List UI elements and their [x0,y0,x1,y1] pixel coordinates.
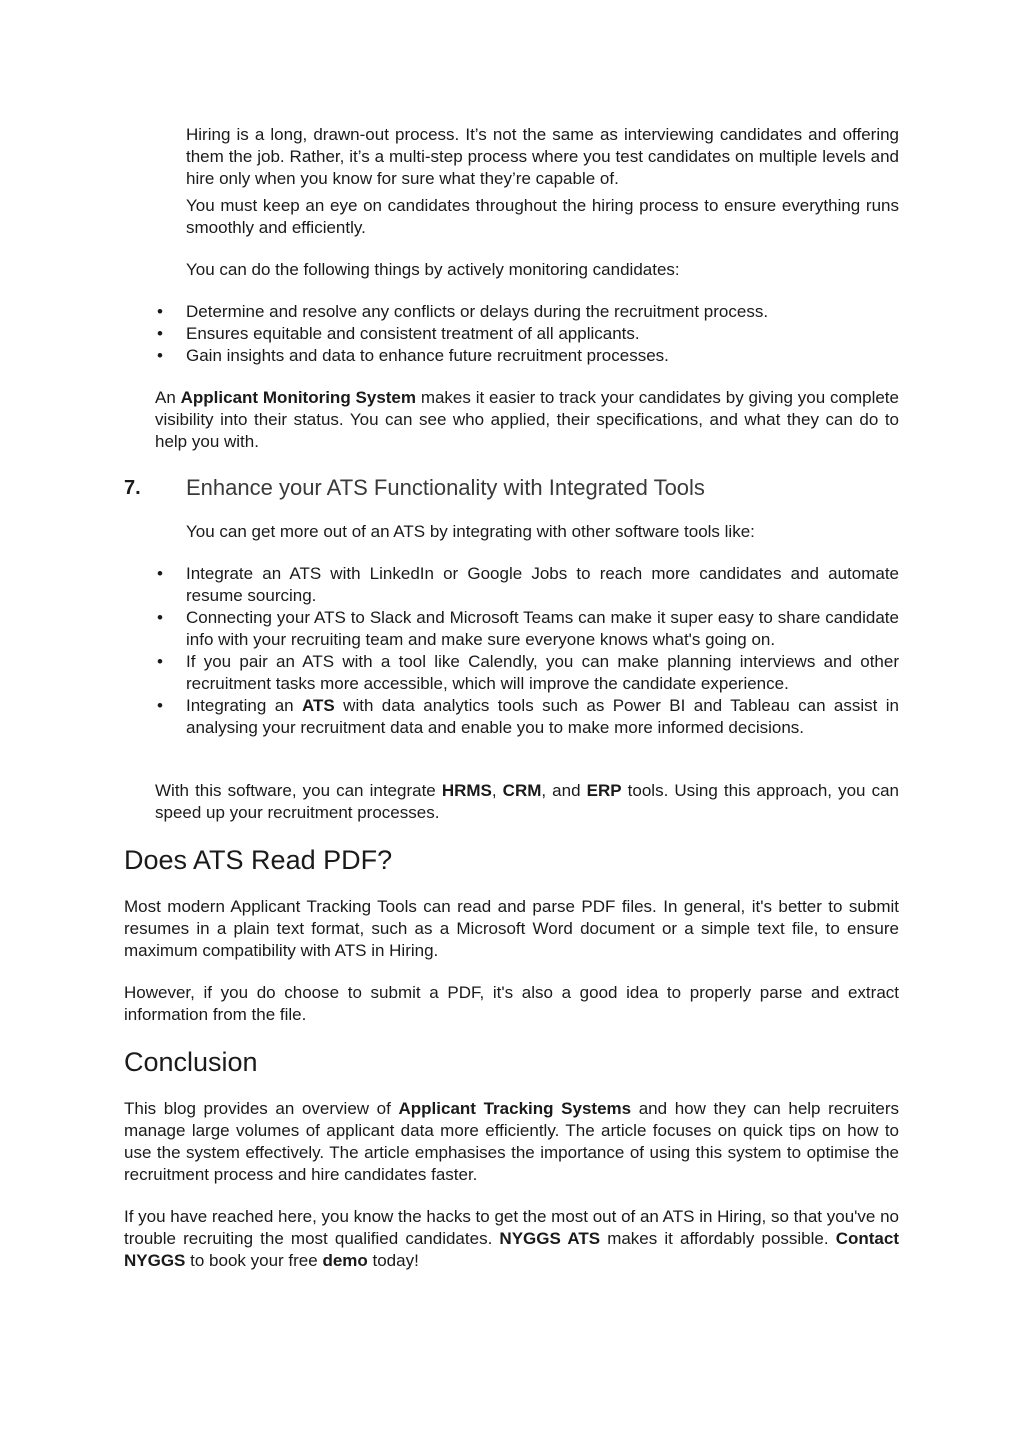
text-run: with data analytics tools such as Power BI and Tableau can assist in analysing your recruitment data and enable you to make more informed decisions. [186,696,899,737]
list-item [157,345,899,367]
bullet-icon: • [157,696,163,715]
bullet-icon: • [157,564,163,583]
conclusion-text-1 [124,1098,899,1186]
bullet-icon: • [157,608,163,627]
list-item-text: Connecting your ATS to Slack and Microsoft Teams can make it super easy to share candidate info with your recruiting team and make sure everyone knows what's going on. [186,608,899,649]
list-item [157,607,899,651]
text-run: An [155,388,181,407]
text-run: , and [541,781,587,800]
list-item [157,323,899,345]
bold-term: CRM [502,781,542,800]
integration-bullet-list [157,563,899,739]
text-run: makes it easier to track your candidates by giving you complete visibility into their status. You can see who applied, their specifications, and what they can do to help you with. [155,388,899,451]
bold-term: Applicant Monitoring System [180,388,416,407]
bullet-icon: • [157,324,163,343]
contact-link: Contact NYGGS [124,1229,899,1270]
bold-term: HRMS [441,781,492,800]
section-7-lead [186,521,899,543]
text-run: today! [367,1251,419,1270]
pdf-paragraph-1 [124,896,899,962]
integration-summary-text [155,780,899,824]
bullet-icon: • [157,652,163,671]
bullet-icon: • [157,346,163,365]
text-run: and how they can help recruiters manage large volumes of applicant data more efficiently. The article focuses on quick tips on how to use the system effectively. The article emphasises the importance of using this system to optimise the recruitment process and hire candidates faster. [124,1099,899,1184]
list-item-text: Determine and resolve any conflicts or delays during the recruitment process. [186,302,769,321]
bold-term: NYGGS ATS [499,1229,601,1248]
section-number: 7. [124,477,141,499]
bold-term: ATS [302,696,335,715]
conclusion-paragraph-1 [124,1098,899,1186]
pdf-text-2: However, if you do choose to submit a PDF, it's also a good idea to properly parse and extract information from the file. [124,983,899,1024]
list-item-text: Gain insights and data to enhance future recruitment processes. [186,346,669,365]
list-item [157,651,899,695]
text-run: makes it affordably possible. [600,1229,836,1248]
bold-term: Applicant Tracking Systems [398,1099,632,1118]
conclusion-text-2 [124,1206,899,1272]
pdf-section-heading: Does ATS Read PDF? [124,845,393,875]
list-item [157,301,899,323]
text-run: Integrating an [186,696,303,715]
section-title: Enhance your ATS Functionality with Integrated Tools [186,475,705,500]
section-7-lead-text: You can get more out of an ATS by integrating with other software tools like: [186,522,755,541]
text-run: This blog provides an overview of [124,1099,399,1118]
list-item-text: Ensures equitable and consistent treatment of all applicants. [186,324,640,343]
text-run: tools. Using this approach, you can speed up your recruitment processes. [155,781,899,822]
conclusion-paragraph-2 [124,1206,899,1272]
intro-paragraph-3 [186,259,899,281]
text-run: With this software, you can integrate [155,781,442,800]
monitoring-system-text [155,387,899,453]
pdf-text-1: Most modern Applicant Tracking Tools can read and parse PDF files. In general, it's better to submit resumes in a plain text format, such as a Microsoft Word document or a simple text file, to ensure maximum compatibility with ATS in Hiring. [124,897,899,960]
bullet-icon: • [157,302,163,321]
demo-term: demo [322,1251,368,1270]
list-item-text: Integrate an ATS with LinkedIn or Google Jobs to reach more candidates and automate resume sourcing. [186,564,899,605]
monitoring-bullet-list [157,301,899,367]
text-run: If you have reached here, you know the hacks to get the most out of an ATS in Hiring, so that you've no trouble recruiting the most qualified candidates. [124,1207,899,1248]
list-item-text: If you pair an ATS with a tool like Calendly, you can make planning interviews and other recruitment tasks more accessible, which will improve the candidate experience. [186,652,899,693]
list-item [157,563,899,607]
text-run: to book your free [185,1251,323,1270]
list-item [157,695,899,739]
intro-text-1: Hiring is a long, drawn-out process. It’s not the same as interviewing candidates and offering them the job. Rather, it’s a multi-step process where you test candidates on multiple levels and hire only when you know for sure what they’re capable of. [186,125,899,188]
intro-paragraph-1 [186,124,899,190]
pdf-paragraph-2 [124,982,899,1026]
conclusion-heading: Conclusion [124,1047,258,1077]
bold-term: ERP [586,781,622,800]
integration-summary-paragraph [155,780,899,824]
text-run: , [491,781,503,800]
intro-text-2: You must keep an eye on candidates throughout the hiring process to ensure everything runs smoothly and efficiently. [186,196,899,237]
intro-paragraph-2 [186,195,899,239]
intro-text-3: You can do the following things by actively monitoring candidates: [186,260,680,279]
monitoring-system-paragraph [155,387,899,453]
